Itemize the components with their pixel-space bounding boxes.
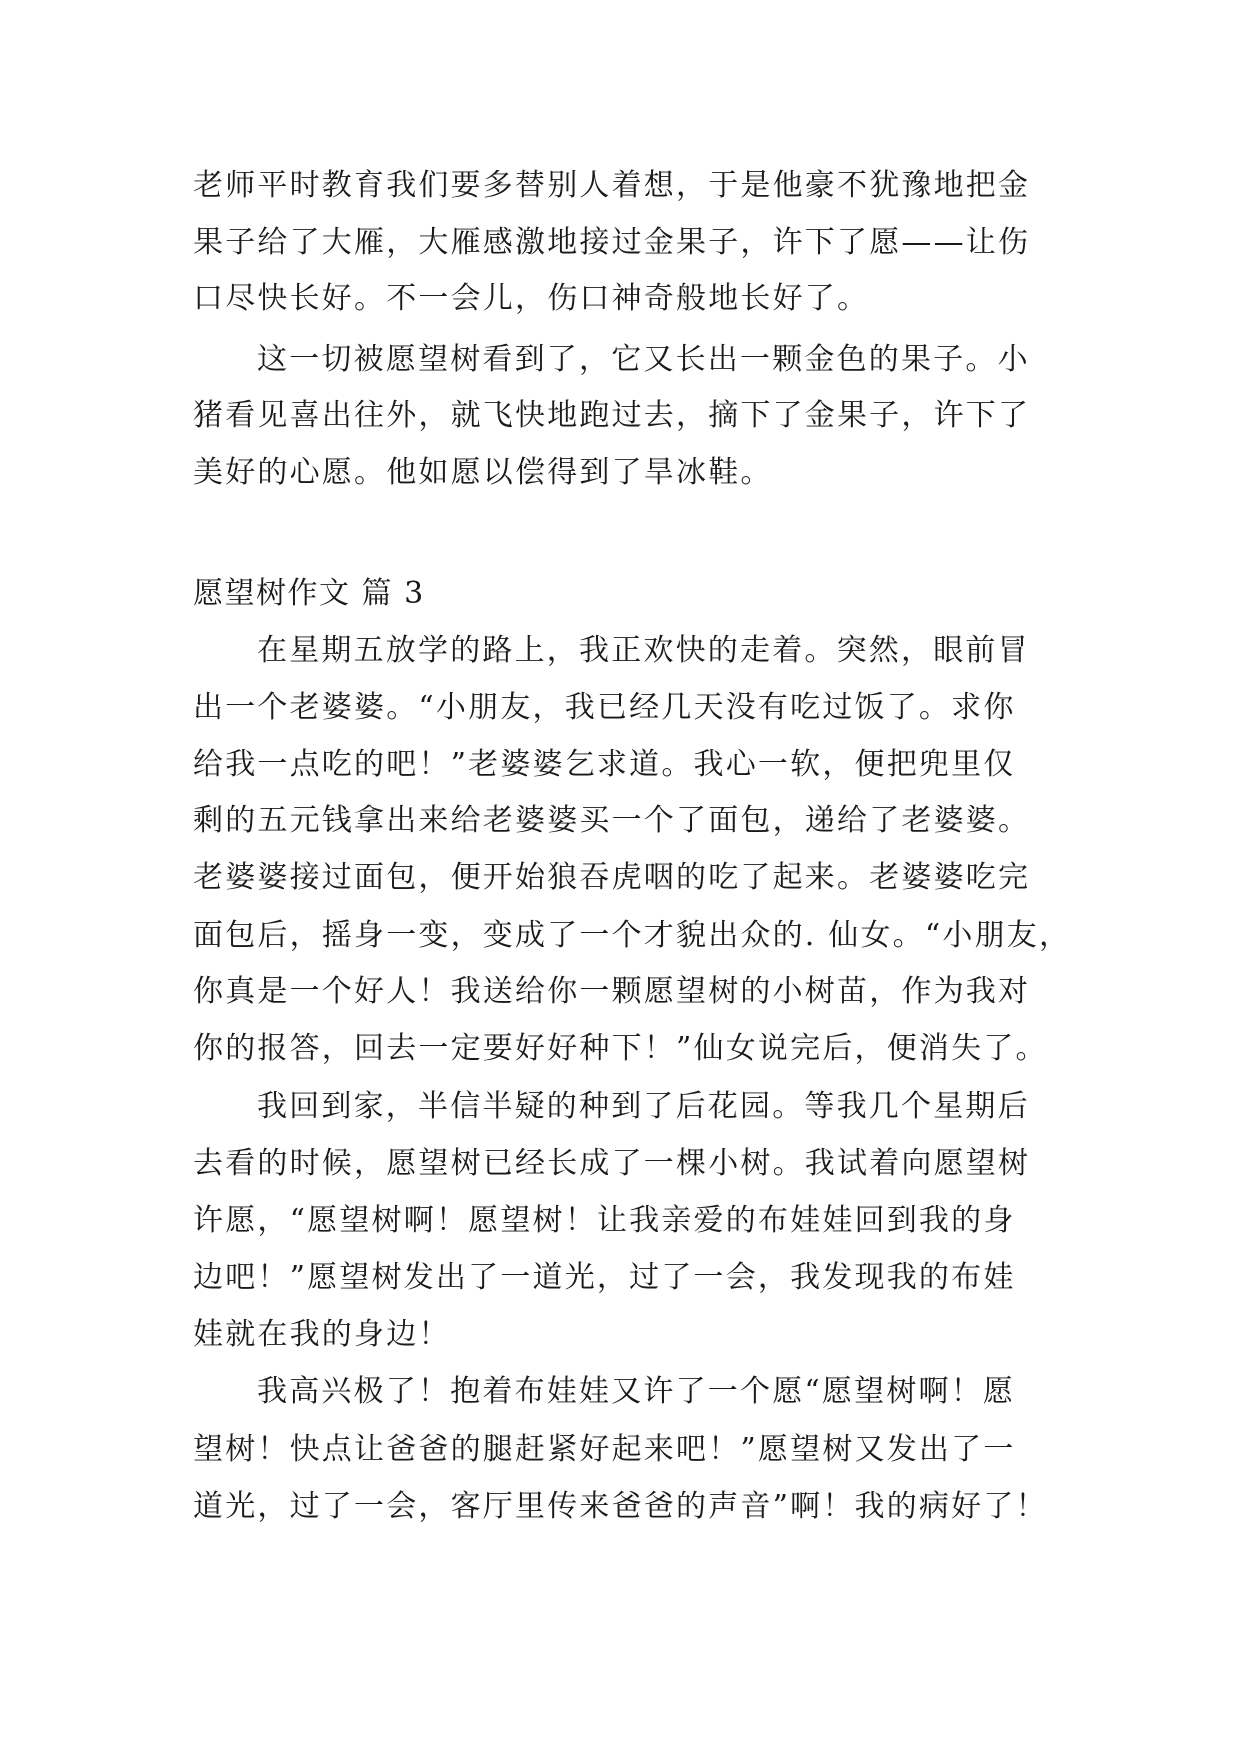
paragraph-line: 猪看见喜出往外，就飞快地跑过去，摘下了金果子，许下了 [193, 398, 1031, 433]
paragraph-line: 我回到家，半信半疑的种到了后花园。等我几个星期后 [257, 1089, 1030, 1124]
paragraph-line: 老婆婆接过面包，便开始狼吞虎咽的吃了起来。老婆婆吃完 [193, 860, 1031, 895]
paragraph-line: 这一切被愿望树看到了，它又长出一颗金色的果子。小 [257, 342, 1030, 377]
paragraph-line: 面包后，摇身一变，变成了一个才貌出众的. 仙女。“小朋友， [193, 918, 1072, 953]
paragraph-line: 道光，过了一会，客厅里传来爸爸的声音”啊！我的病好了！ [193, 1489, 1048, 1524]
paragraph-line: 娃就在我的身边！ [193, 1317, 451, 1352]
paragraph-line: 美好的心愿。他如愿以偿得到了旱冰鞋。 [193, 455, 773, 490]
paragraph-line: 你真是一个好人！我送给你一颗愿望树的小树苗，作为我对 [193, 974, 1031, 1009]
paragraph-line: 老师平时教育我们要多替别人着想，于是他豪不犹豫地把金 [193, 168, 1031, 203]
paragraph-line: 我高兴极了！抱着布娃娃又许了一个愿“愿望树啊！愿 [257, 1374, 1016, 1409]
paragraph-line: 许愿，“愿望树啊！愿望树！让我亲爱的布娃娃回到我的身 [193, 1203, 1016, 1238]
paragraph-line: 边吧！”愿望树发出了一道光，过了一会，我发现我的布娃 [193, 1260, 1016, 1295]
section-heading: 愿望树作文 篇 3 [193, 576, 425, 611]
paragraph-line: 剩的五元钱拿出来给老婆婆买一个了面包，递给了老婆婆。 [193, 803, 1031, 838]
paragraph-line: 出一个老婆婆。“小朋友，我已经几天没有吃过饭了。求你 [193, 690, 1016, 725]
paragraph-line: 口尽快长好。不一会儿，伤口神奇般地长好了。 [193, 281, 870, 316]
paragraph-line: 望树！快点让爸爸的腿赶紧好起来吧！”愿望树又发出了一 [193, 1432, 1016, 1467]
paragraph-line: 给我一点吃的吧！”老婆婆乞求道。我心一软，便把兜里仅 [193, 747, 1016, 782]
paragraph-line: 你的报答，回去一定要好好种下！”仙女说完后，便消失了。 [193, 1031, 1048, 1066]
paragraph-line: 去看的时候，愿望树已经长成了一棵小树。我试着向愿望树 [193, 1146, 1031, 1181]
paragraph-line: 果子给了大雁，大雁感激地接过金果子，许下了愿——让伤 [193, 225, 1031, 260]
paragraph-line: 在星期五放学的路上，我正欢快的走着。突然，眼前冒 [257, 633, 1030, 668]
